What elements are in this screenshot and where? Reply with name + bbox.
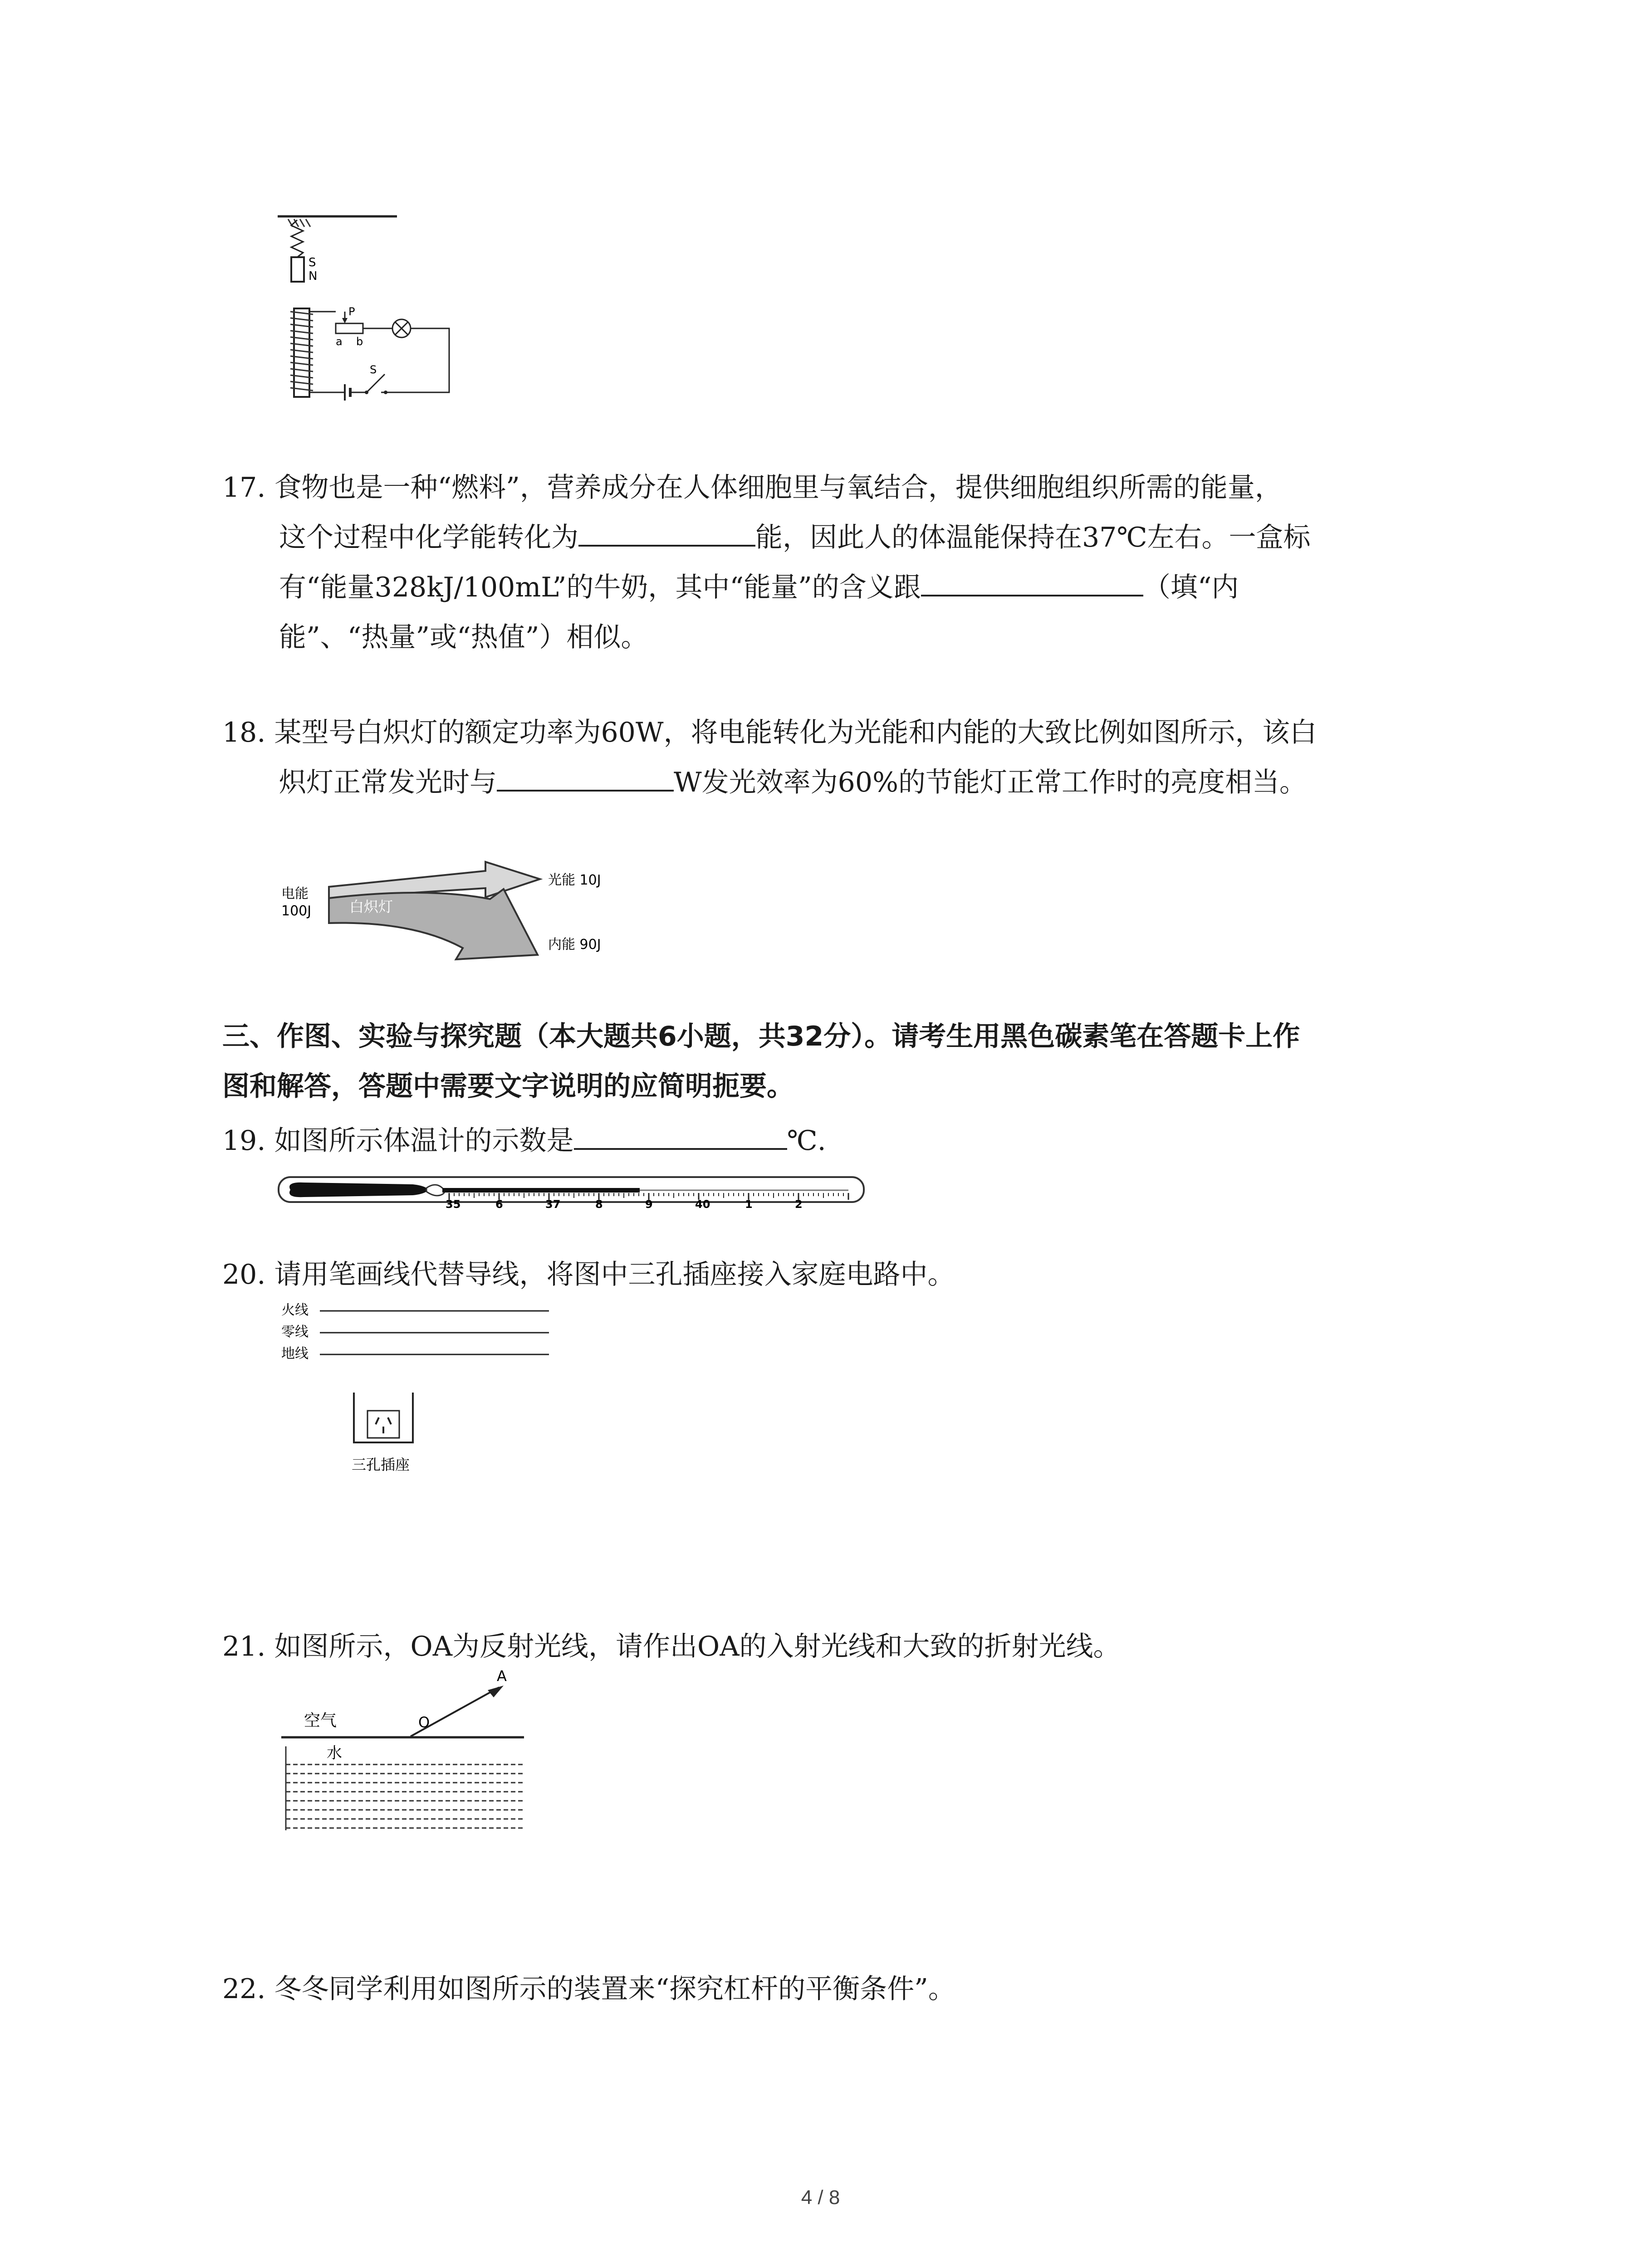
- q19-text: 如图所示体温计的示数是: [274, 1125, 574, 1157]
- q17-line2b: 能，因此人的体温能保持在37℃左右。一盒标: [755, 522, 1311, 553]
- light-energy-label: 光能 10J: [548, 872, 601, 888]
- q18-line2a: 炽灯正常发光时与: [279, 767, 497, 798]
- slider-p-label: P: [348, 305, 355, 318]
- neutral-wire-label: 零线: [281, 1324, 309, 1340]
- scale-label: 8: [595, 1198, 603, 1209]
- scale-label: 35: [446, 1198, 461, 1209]
- lamp-label: 白炽灯: [349, 898, 393, 915]
- rheostat-b-label: b: [356, 335, 363, 348]
- scale-label: 2: [795, 1198, 803, 1209]
- scale-label: 1: [745, 1198, 753, 1209]
- socket-wiring-figure: [277, 1297, 567, 1497]
- question-number: 21.: [222, 1631, 266, 1662]
- electric-energy-label: 电能: [281, 886, 309, 902]
- electric-energy-value: 100J: [281, 903, 312, 919]
- section-line2: 图和解答，答题中需要文字说明的应简明扼要。: [222, 1070, 794, 1102]
- question-number: 18.: [222, 717, 266, 748]
- question-19: [222, 1116, 1447, 1166]
- rheostat-a-label: a: [336, 335, 343, 348]
- answer-blank[interactable]: [921, 567, 1143, 596]
- q17-line3a: 有“能量328kJ/100mL”的牛奶，其中“能量”的含义跟: [279, 572, 921, 603]
- question-number: 17.: [222, 472, 266, 503]
- q18-line1: 某型号白炽灯的额定功率为60W，将电能转化为光能和内能的大致比例如图所示，该白: [274, 717, 1317, 748]
- switch-s-label: S: [370, 363, 377, 376]
- q21-text: 如图所示，OA为反射光线，请作出OA的入射光线和大致的折射光线。: [274, 1631, 1121, 1662]
- light-refraction-figure: [277, 1669, 531, 1833]
- question-22: [222, 1964, 1447, 2014]
- socket-label: 三孔插座: [352, 1456, 410, 1473]
- magnet-n-label: N: [309, 269, 318, 283]
- magnet-s-label: S: [309, 256, 316, 269]
- answer-blank[interactable]: [578, 518, 755, 547]
- answer-blank[interactable]: [574, 1121, 787, 1150]
- scale-label: 9: [645, 1198, 653, 1209]
- q20-text: 请用笔画线代替导线，将图中三孔插座接入家庭电路中。: [274, 1259, 955, 1290]
- scale-label: 37: [545, 1198, 561, 1209]
- point-a-label: A: [497, 1669, 507, 1685]
- section-line1: 三、作图、实验与探究题（本大题共6小题，共32分）。请考生用黑色碳素笔在答题卡上作: [222, 1021, 1300, 1052]
- thermometer-figure: [277, 1168, 880, 1209]
- air-label: 空气: [304, 1711, 337, 1730]
- q18-line2b: W发光效率为60%的节能灯正常工作时的亮度相当。: [674, 767, 1307, 798]
- q22-text: 冬冬同学利用如图所示的装置来“探究杠杆的平衡条件”。: [274, 1973, 955, 2005]
- question-18: [222, 708, 1447, 807]
- question-number: 20.: [222, 1259, 266, 1290]
- scale-label: 40: [695, 1198, 710, 1209]
- water-label: 水: [327, 1744, 342, 1762]
- q16-circuit-figure: [272, 206, 463, 411]
- section-3-heading: [222, 1012, 1456, 1111]
- point-o-label: O: [418, 1714, 430, 1731]
- q17-line4: 能”、“热量”或“热值”）相似。: [279, 621, 648, 653]
- answer-blank[interactable]: [497, 763, 674, 792]
- question-21: [222, 1622, 1447, 1672]
- internal-energy-label: 内能 90J: [548, 937, 601, 953]
- q17-line1: 食物也是一种“燃料”，营养成分在人体细胞里与氧结合，提供细胞组织所需的能量，: [274, 472, 1282, 503]
- question-17: [222, 463, 1447, 662]
- question-20: [222, 1250, 1447, 1300]
- scale-label: 6: [495, 1198, 503, 1209]
- live-wire-label: 火线: [281, 1302, 309, 1318]
- question-number: 22.: [222, 1973, 266, 2005]
- q17-line2a: 这个过程中化学能转化为: [279, 522, 578, 553]
- question-number: 19.: [222, 1125, 266, 1157]
- ground-wire-label: 地线: [281, 1346, 309, 1362]
- page-number: 4 / 8: [801, 2186, 840, 2209]
- q17-line3b: （填“内: [1143, 572, 1239, 603]
- energy-flow-diagram: [277, 844, 649, 971]
- q19-unit: ℃.: [787, 1125, 826, 1157]
